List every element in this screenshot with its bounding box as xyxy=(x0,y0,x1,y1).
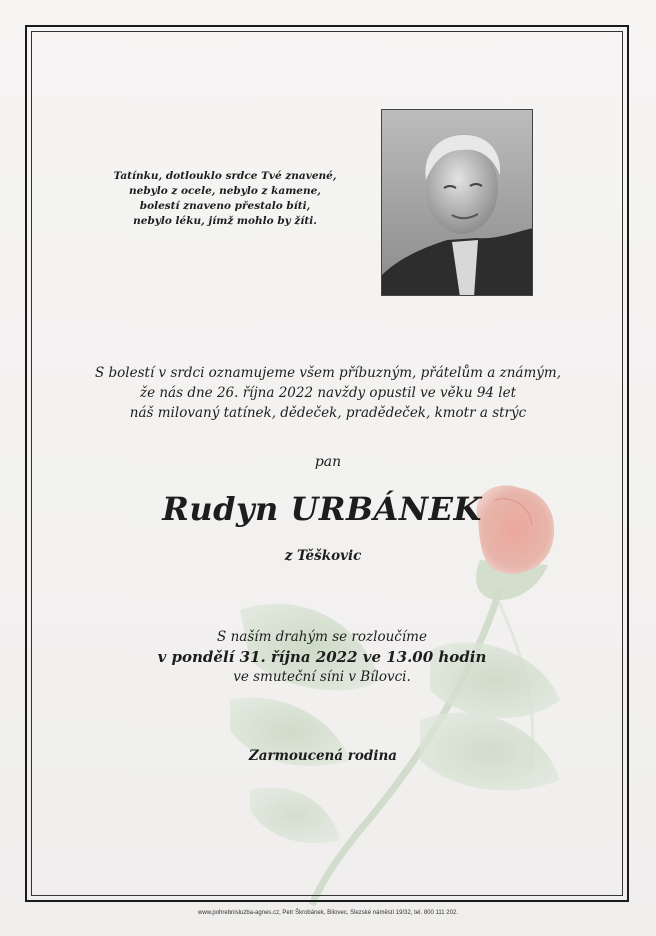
deceased-origin: z Těškovic xyxy=(284,548,362,564)
funeral-service-footer: www.pohrebnisluzba-agnes.cz, Petr Škrobánek, Bílovec, Slezské náměstí 19/32, tel. 800 111 202. xyxy=(198,910,458,916)
ceremony-info xyxy=(0,627,644,687)
announcement-line: náš milovaný tatínek, dědeček, pradědeček, kmotr a strýc xyxy=(129,405,527,421)
poem-line: nebylo z ocele, nebylo z kamene, xyxy=(129,185,321,197)
ceremony-datetime: v pondělí 31. října 2022 ve 13.00 hodin xyxy=(157,648,487,666)
portrait-photo-icon xyxy=(382,110,533,296)
ceremony-intro: S naším drahým se rozloučíme xyxy=(217,629,427,645)
poem-line: Tatínku, dotlouklo srdce Tvé znavené, xyxy=(113,170,337,182)
poem-line: bolestí znaveno přestalo bíti, xyxy=(139,200,311,212)
portrait-photo xyxy=(381,109,533,296)
family-signature: Zarmoucená rodina xyxy=(248,748,398,764)
announcement-text xyxy=(60,363,596,423)
poem-line: nebylo léku, jímž mohlo by žíti. xyxy=(133,215,317,227)
announcement-line: S bolestí v srdci oznamujeme všem příbuzným, přátelům a známým, xyxy=(94,365,561,381)
honorific: pan xyxy=(314,454,342,470)
poem-verse xyxy=(100,169,350,229)
announcement-line: že nás dne 26. října 2022 navždy opustil ve věku 94 let xyxy=(139,385,517,401)
ceremony-place: ve smuteční síni v Bílovci. xyxy=(233,669,411,685)
deceased-name: Rudyn URBÁNEK xyxy=(162,490,482,528)
